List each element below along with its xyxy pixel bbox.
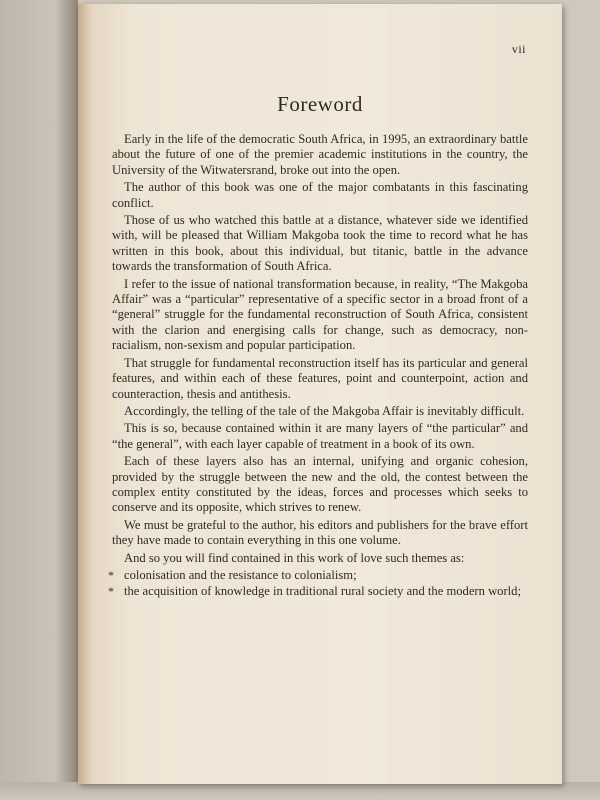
list-item xyxy=(108,567,528,583)
paragraph: We must be grateful to the author, his editors and publishers for the brave effort they have made to contain everything in this one volume. xyxy=(112,517,528,548)
theme-list xyxy=(108,567,528,600)
paragraph: Early in the life of the democratic South Africa, in 1995, an extraordinary battle about the future of one of the premier academic institutions in the country, the University of the Witwatersrand, broke out into the open. xyxy=(112,132,528,177)
page-title: Foreword xyxy=(277,92,363,116)
book-page xyxy=(78,4,562,784)
body-text xyxy=(108,132,528,601)
asterisk-bullet-icon: * xyxy=(108,584,114,599)
page-number: vii xyxy=(511,42,526,56)
paragraph: Those of us who watched this battle at a distance, whatever side we identified with, will be pleased that William Makgoba took the time to record what he has written in this book, about this individual, but titanic, battle in the advance towards the transformation of South Africa. xyxy=(112,213,528,274)
paragraph: I refer to the issue of national transformation because, in reality, “The Makgoba Affair” was a “particular” representative of a specific sector in a broad front of a “general” struggle for the fundamental reconstruction of South Africa, consistent with the clarion and energising calls for change, such as democracy, non-racialism, non-sexism and popular participation. xyxy=(112,276,528,353)
asterisk-bullet-icon: * xyxy=(108,567,114,582)
background-left xyxy=(0,0,78,800)
background-bottom xyxy=(0,782,600,800)
paragraph: Each of these layers also has an internal, unifying and organic cohesion, provided by the struggle between the new and the old, the contest between the complex entity constituted by the ideas, forces and processes which seeks to conserve and its opposite, which strives to renew. xyxy=(112,454,528,515)
paragraph: This is so, because contained within it are many layers of “the particular” and “the general”, with each layer capable of treatment in a book of its own. xyxy=(112,421,528,451)
paragraph: The author of this book was one of the major combatants in this fascinating conflict. xyxy=(112,180,528,210)
list-item-text: colonisation and the resistance to colonialism; xyxy=(124,567,357,582)
list-item-text: the acquisition of knowledge in traditional rural society and the modern world; xyxy=(124,584,521,599)
paragraph: And so you will find contained in this work of love such themes as: xyxy=(124,550,465,565)
paragraph: That struggle for fundamental reconstruction itself has its particular and general features, and within each of these features, point and counterpoint, action and counteraction, thesis and antithesis. xyxy=(112,355,528,401)
list-item xyxy=(108,584,528,599)
paragraph: Accordingly, the telling of the tale of the Makgoba Affair is inevitably difficult. xyxy=(124,403,525,418)
